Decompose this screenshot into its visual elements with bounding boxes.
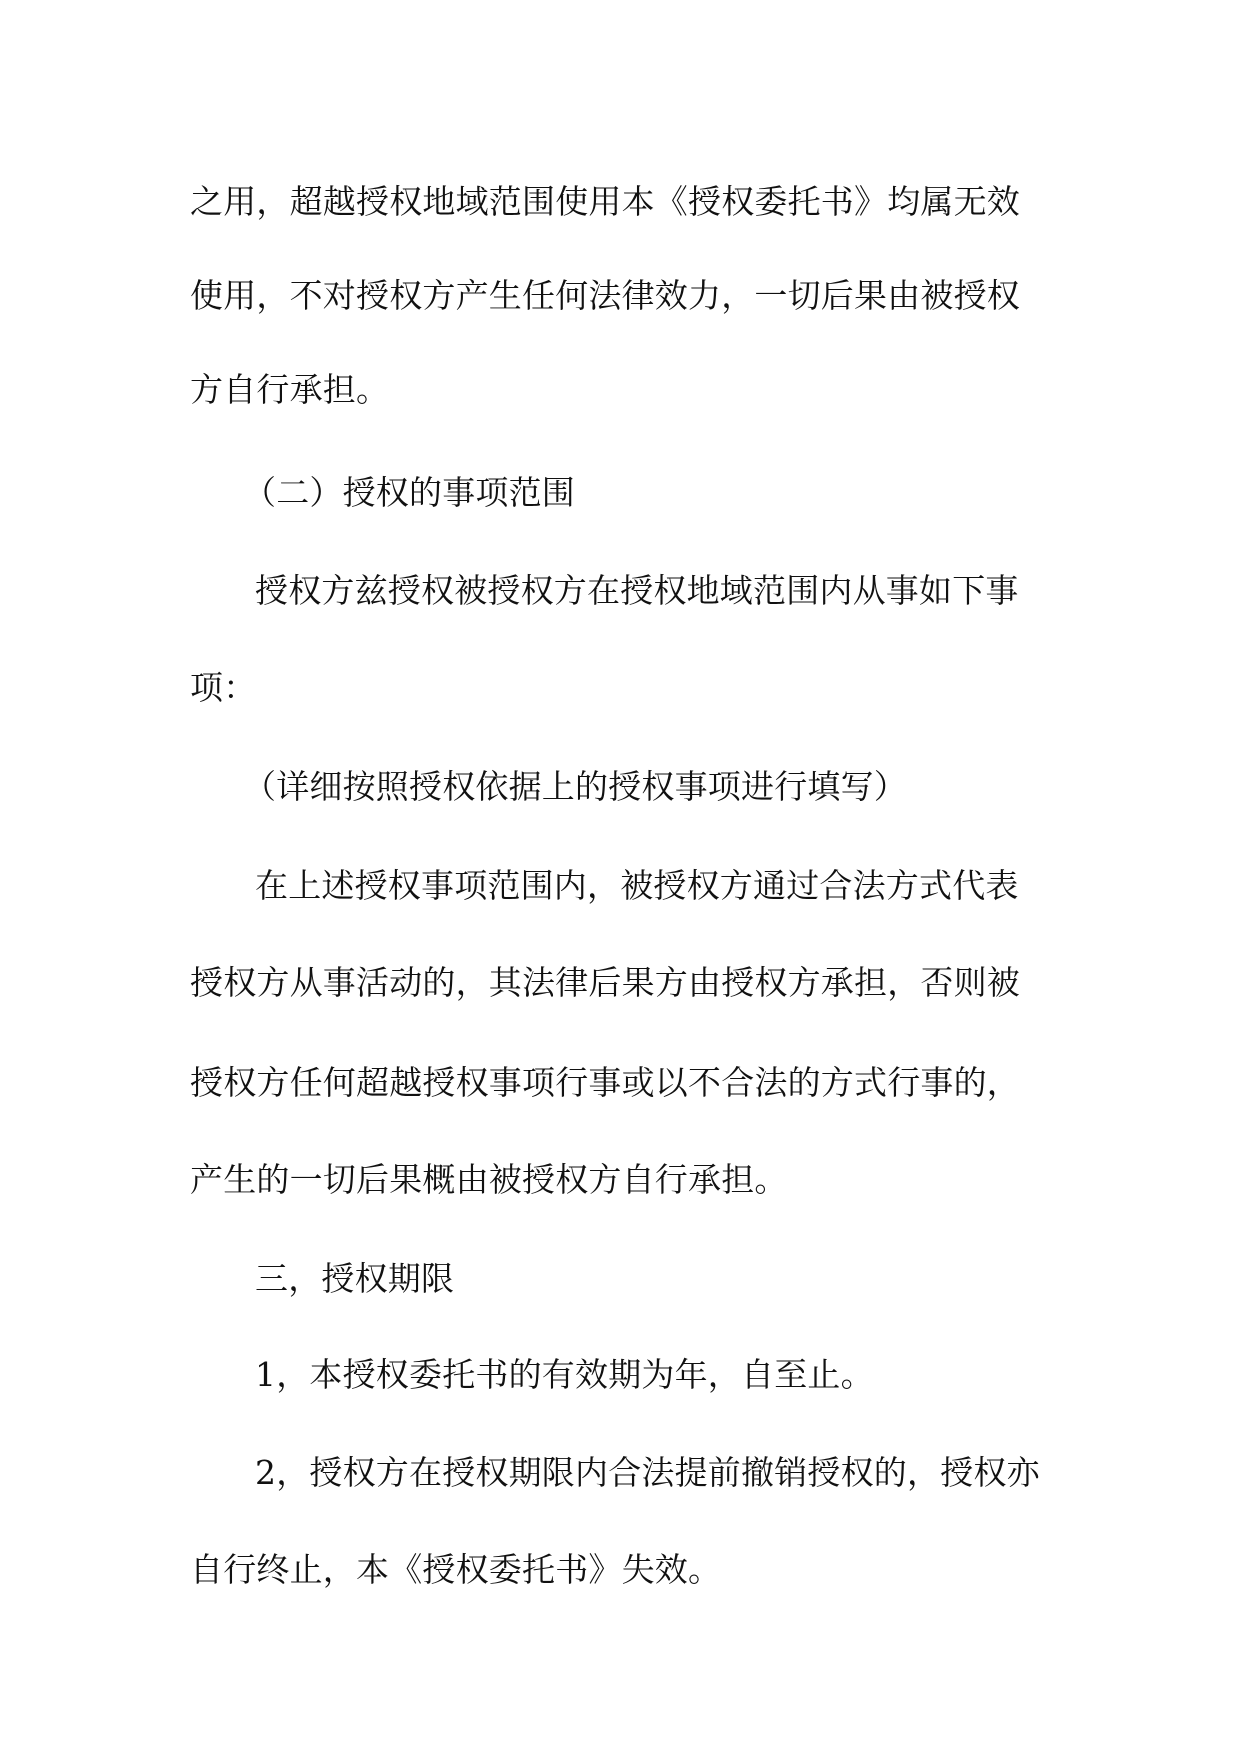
text-line-9: 授权方从事活动的，其法律后果方由授权方承担，否则被 [190, 963, 1020, 1002]
section-heading-scope: （二）授权的事项范围 [243, 473, 575, 512]
fill-instruction: （详细按照授权依据上的授权事项进行填写） [243, 767, 907, 806]
text-line-11: 产生的一切后果概由被授权方自行承担。 [190, 1160, 788, 1199]
clause-1: 1，本授权委托书的有效期为年，自至止。 [255, 1355, 874, 1394]
text-line-5: 授权方兹授权被授权方在授权地域范围内从事如下事 [255, 571, 1019, 610]
section-heading-term: 三，授权期限 [255, 1259, 455, 1298]
text-line-3: 方自行承担。 [190, 370, 390, 409]
text-line-10: 授权方任何超越授权事项行事或以不合法的方式行事的， [190, 1063, 1020, 1102]
text-line-8: 在上述授权事项范围内，被授权方通过合法方式代表 [255, 866, 1019, 905]
text-line-2: 使用，不对授权方产生任何法律效力，一切后果由被授权 [190, 276, 1020, 315]
text-line-6: 项： [190, 668, 257, 707]
text-line-15: 自行终止，本《授权委托书》失效。 [190, 1550, 722, 1589]
clause-2: 2，授权方在授权期限内合法提前撤销授权的，授权亦 [255, 1453, 1040, 1492]
text-line-1: 之用，超越授权地域范围使用本《授权委托书》均属无效 [190, 182, 1020, 221]
